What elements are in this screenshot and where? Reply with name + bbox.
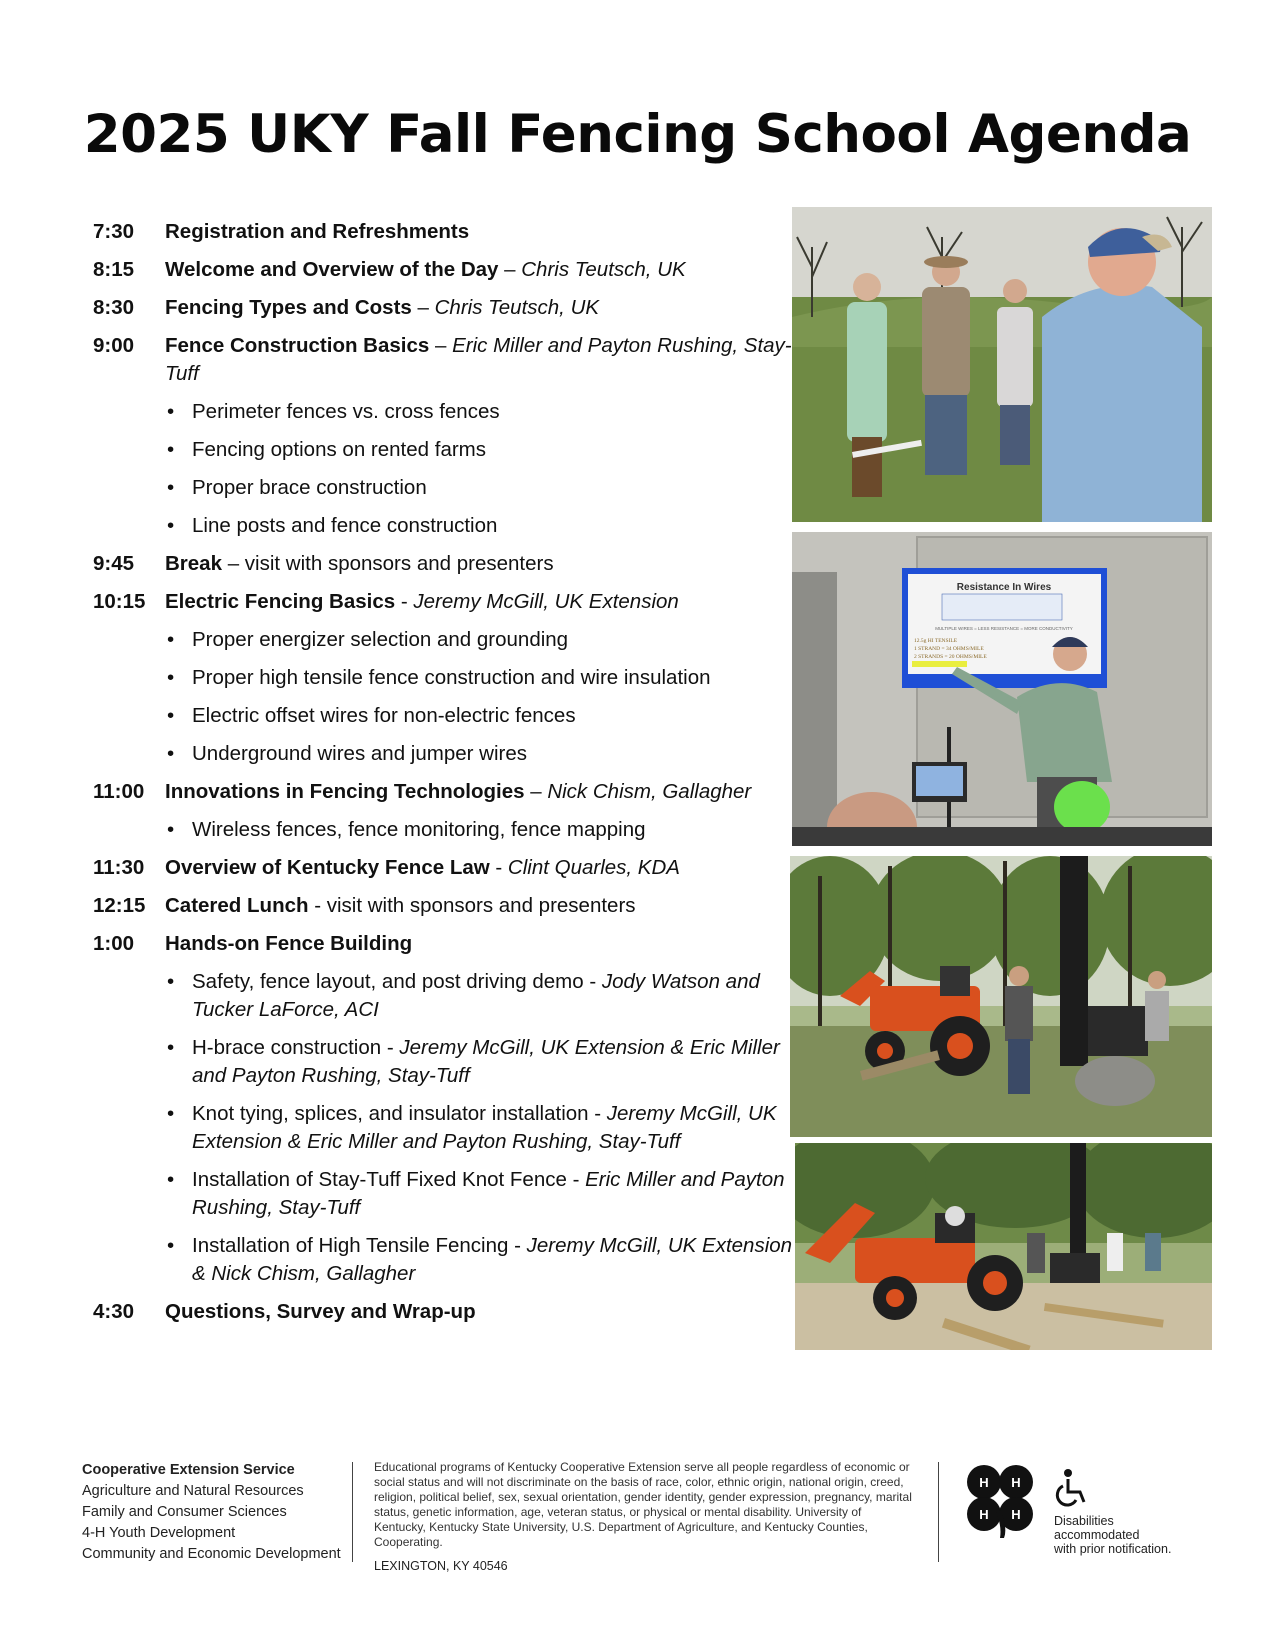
topic-text: Line posts and fence construction [192, 514, 498, 537]
footer-left-line: Community and Economic Development [82, 1546, 341, 1562]
agenda-session [165, 588, 793, 616]
session-separator: – [411, 296, 435, 319]
topic-text: Underground wires and jumper wires [192, 742, 527, 765]
session-separator: – [222, 552, 245, 575]
topic-item [165, 398, 793, 426]
session-speaker: Eric Miller and Payton Rushing, Stay-Tuff [165, 334, 792, 385]
footer-left-line: 4-H Youth Development [82, 1525, 236, 1541]
accessibility-note [1054, 1514, 1171, 1556]
footer-cooperative-extension [82, 1460, 341, 1565]
topic-text: Knot tying, splices, and insulator installation - [192, 1102, 607, 1125]
svg-text:H: H [1011, 1475, 1021, 1490]
agenda-time: 8:30 [93, 296, 135, 319]
topic-text: Perimeter fences vs. cross fences [192, 400, 500, 423]
agenda-item [93, 550, 793, 578]
topic-item [165, 626, 793, 654]
topic-item [165, 664, 793, 692]
agenda-item [93, 588, 793, 616]
agenda-session [165, 930, 793, 958]
accessibility-line: Disabilities [1054, 1514, 1114, 1528]
accessibility-line: accommodated [1054, 1528, 1140, 1542]
session-speaker: Jeremy McGill, UK Extension [413, 590, 679, 613]
session-title: Hands-on Fence Building [165, 932, 413, 955]
agenda-item [93, 332, 793, 388]
topic-text: Wireless fences, fence monitoring, fence mapping [192, 818, 646, 841]
session-speaker: Clint Quarles, KDA [507, 856, 680, 879]
footer-address: LEXINGTON, KY 40546 [374, 1559, 508, 1573]
agenda-session [165, 218, 793, 246]
photo-presentation [792, 532, 1212, 846]
slide-title: Resistance In Wires [956, 582, 1052, 593]
topic-text: Installation of Stay-Tuff Fixed Knot Fence - [192, 1168, 586, 1191]
slide-line4: 2 STRANDS = 20 OHMS/MILE [914, 654, 987, 660]
topic-item [165, 702, 793, 730]
agenda-item [93, 218, 793, 246]
topic-text: Proper energizer selection and grounding [192, 628, 569, 651]
session-speaker: Chris Teutsch, UK [434, 296, 600, 319]
footer-left-heading: Cooperative Extension Service [82, 1462, 295, 1478]
agenda-session [165, 550, 793, 578]
agenda-time: 9:45 [93, 552, 135, 575]
footer-left-line: Family and Consumer Sciences [82, 1504, 287, 1520]
topic-speaker: Jeremy McGill, UK Extension & Nick Chism, Gallagher [192, 1234, 793, 1285]
topic-text: Installation of High Tensile Fencing - [192, 1234, 527, 1257]
session-separator: – [524, 780, 548, 803]
agenda-item [93, 854, 793, 882]
slide-line3: 1 STRAND = 34 OHMS/MILE [914, 646, 984, 652]
session-title: Questions, Survey and Wrap-up [165, 1300, 476, 1323]
photo-post-driving [790, 856, 1212, 1137]
topic-item [165, 968, 793, 1024]
agenda-item [93, 892, 793, 920]
slide-line2: 12.5g HI TENSILE [914, 638, 958, 644]
agenda-time: 8:15 [93, 258, 135, 281]
agenda-session [165, 332, 793, 388]
photo-field-demo [792, 207, 1212, 522]
topic-item [165, 1100, 793, 1156]
session-speaker: Nick Chism, Gallagher [547, 780, 752, 803]
footer-statement-block [374, 1460, 914, 1574]
footer-left-line: Agriculture and Natural Resources [82, 1483, 304, 1499]
agenda-item [93, 930, 793, 958]
slide-line1: MULTIPLE WIRES = LESS RESISTANCE = MORE CONDUCTIVITY [935, 626, 1073, 631]
topic-speaker: Jody Watson and Tucker LaForce, ACI [192, 970, 760, 1021]
session-note: visit with sponsors and presenters [244, 552, 554, 575]
session-separator: - [489, 856, 508, 879]
agenda-session [165, 778, 793, 806]
agenda-time: 12:15 [93, 894, 146, 917]
session-title: Fencing Types and Costs [165, 296, 412, 319]
session-title: Fence Construction Basics [165, 334, 430, 357]
topic-item [165, 1034, 793, 1090]
accessibility-line: with prior notification. [1054, 1542, 1172, 1556]
session-title: Catered Lunch [165, 894, 309, 917]
svg-text:H: H [979, 1475, 989, 1490]
session-separator: - [308, 894, 327, 917]
topic-text: Proper high tensile fence construction and wire insulation [192, 666, 711, 689]
session-title: Innovations in Fencing Technologies [165, 780, 525, 803]
session-topics [165, 626, 793, 768]
session-title: Registration and Refreshments [165, 220, 470, 243]
page-title: 2025 UKY Fall Fencing School Agenda [83, 104, 1192, 165]
footer-divider [938, 1462, 939, 1562]
agenda-session [165, 1298, 793, 1326]
agenda-session [165, 854, 793, 882]
footer-statement: Educational programs of Kentucky Cooperative Extension serve all people regardless of economic or social status and will not discriminate on the basis of race, color, ethnic origin, national origin, creed, religion, political belief, sex, sexual orientation, gender identity, gender expression, pregnancy, marital status, genetic information, age, veteran status, or physical or mental disability. University of Kentucky, Kentucky State University, U.S. Department of Agriculture, and Kentucky Counties, Cooperating. [374, 1460, 912, 1549]
session-topics [165, 398, 793, 540]
agenda-session [165, 294, 793, 322]
photo-tractor-posts [795, 1143, 1212, 1350]
agenda-session [165, 892, 793, 920]
topic-text: Electric offset wires for non-electric fences [192, 704, 576, 727]
agenda-session [165, 256, 793, 284]
topic-text: Fencing options on rented farms [192, 438, 486, 461]
wheelchair-accessibility-icon [1054, 1468, 1090, 1508]
footer [0, 1460, 1275, 1580]
session-title: Break [165, 552, 222, 575]
topic-item [165, 740, 793, 768]
topic-item [165, 1166, 793, 1222]
svg-text:H: H [979, 1507, 989, 1522]
topic-item [165, 474, 793, 502]
four-h-clover-icon [960, 1460, 1040, 1540]
svg-text:H: H [1011, 1507, 1021, 1522]
session-speaker: Chris Teutsch, UK [521, 258, 686, 281]
topic-speaker: Eric Miller and Payton Rushing, Stay-Tuff [192, 1168, 785, 1219]
agenda-time: 11:00 [93, 780, 145, 803]
agenda-time: 10:15 [93, 590, 146, 613]
agenda-time: 4:30 [93, 1300, 135, 1323]
session-separator: – [498, 258, 522, 281]
topic-text: Proper brace construction [192, 476, 427, 499]
topic-speaker: Jeremy McGill, UK Extension & Eric Miller and Payton Rushing, Stay-Tuff [192, 1036, 780, 1087]
session-topics [165, 968, 793, 1288]
agenda-list [93, 218, 793, 1336]
session-separator: – [429, 334, 453, 357]
session-note: visit with sponsors and presenters [326, 894, 636, 917]
topic-item [165, 436, 793, 464]
topic-item [165, 512, 793, 540]
session-title: Electric Fencing Basics [165, 590, 396, 613]
footer-divider [352, 1462, 353, 1562]
topic-item [165, 816, 793, 844]
session-title: Overview of Kentucky Fence Law [165, 856, 490, 879]
topic-item [165, 1232, 793, 1288]
topic-text: Safety, fence layout, and post driving demo - [192, 970, 602, 993]
agenda-time: 9:00 [93, 334, 135, 357]
session-separator: - [395, 590, 414, 613]
agenda-item [93, 256, 793, 284]
agenda-time: 11:30 [93, 856, 145, 879]
agenda-item [93, 1298, 793, 1326]
agenda-item [93, 778, 793, 806]
topic-speaker: Jeremy McGill, UK Extension & Eric Miller and Payton Rushing, Stay-Tuff [192, 1102, 777, 1153]
agenda-item [93, 294, 793, 322]
agenda-time: 1:00 [93, 932, 135, 955]
session-title: Welcome and Overview of the Day [165, 258, 499, 281]
session-topics [165, 816, 793, 844]
topic-text: H-brace construction - [192, 1036, 400, 1059]
agenda-time: 7:30 [93, 220, 135, 243]
